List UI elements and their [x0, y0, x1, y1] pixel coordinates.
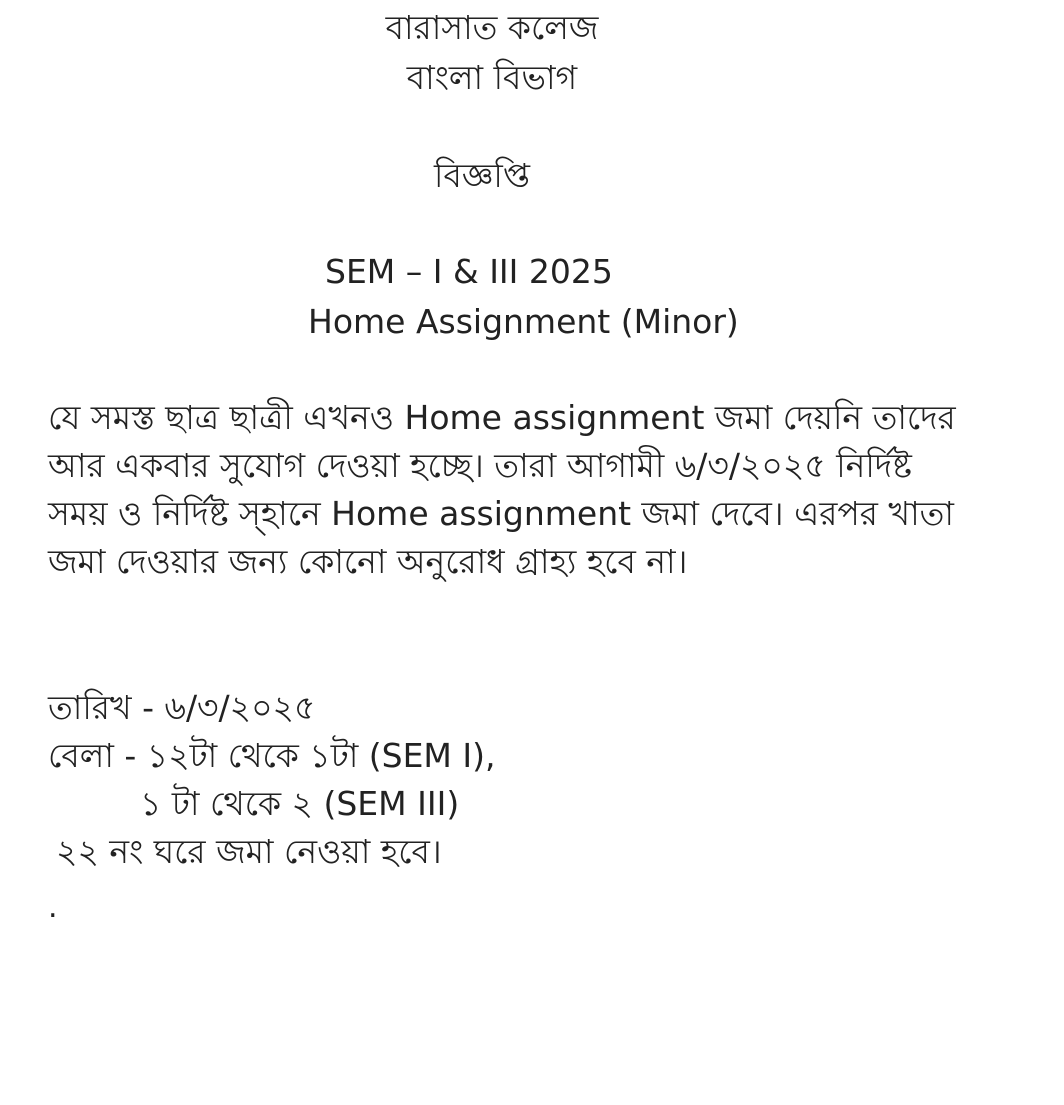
notice-paragraph-line: জমা দেওয়ার জন্য কোনো অনুরোধ গ্রাহ্য হবে না। — [48, 542, 688, 581]
semester-line: SEM – I & III 2025 — [325, 252, 613, 291]
college-name: বারাসাত কলেজ — [385, 8, 599, 47]
time-line-sem-3: ১ টা থেকে ২ (SEM III) — [140, 784, 460, 823]
notice-heading: বিজ্ঞপ্তি — [434, 156, 530, 195]
department-name: বাংলা বিভাগ — [406, 58, 578, 97]
time-line-sem-1: বেলা - ১২টা থেকে ১টা (SEM I), — [48, 736, 496, 775]
notice-paragraph-line: সময় ও নির্দিষ্ট স্হানে Home assignment জমা দেবে। এরপর খাতা — [48, 494, 954, 533]
date-line: তারিখ - ৬/৩/২০২৫ — [48, 688, 316, 727]
notice-paragraph-line: আর একবার সুযোগ দেওয়া হচ্ছে। তারা আগামী ৬/৩/২০২৫ নির্দিষ্ট — [48, 446, 912, 485]
trailing-dot: . — [48, 890, 58, 925]
room-line: ২২ নং ঘরে জমা নেওয়া হবে। — [56, 832, 442, 871]
notice-paragraph-line: যে সমস্ত ছাত্র ছাত্রী এখনও Home assignment জমা দেয়নি তাদের — [48, 398, 956, 437]
assignment-title: Home Assignment (Minor) — [308, 302, 739, 341]
